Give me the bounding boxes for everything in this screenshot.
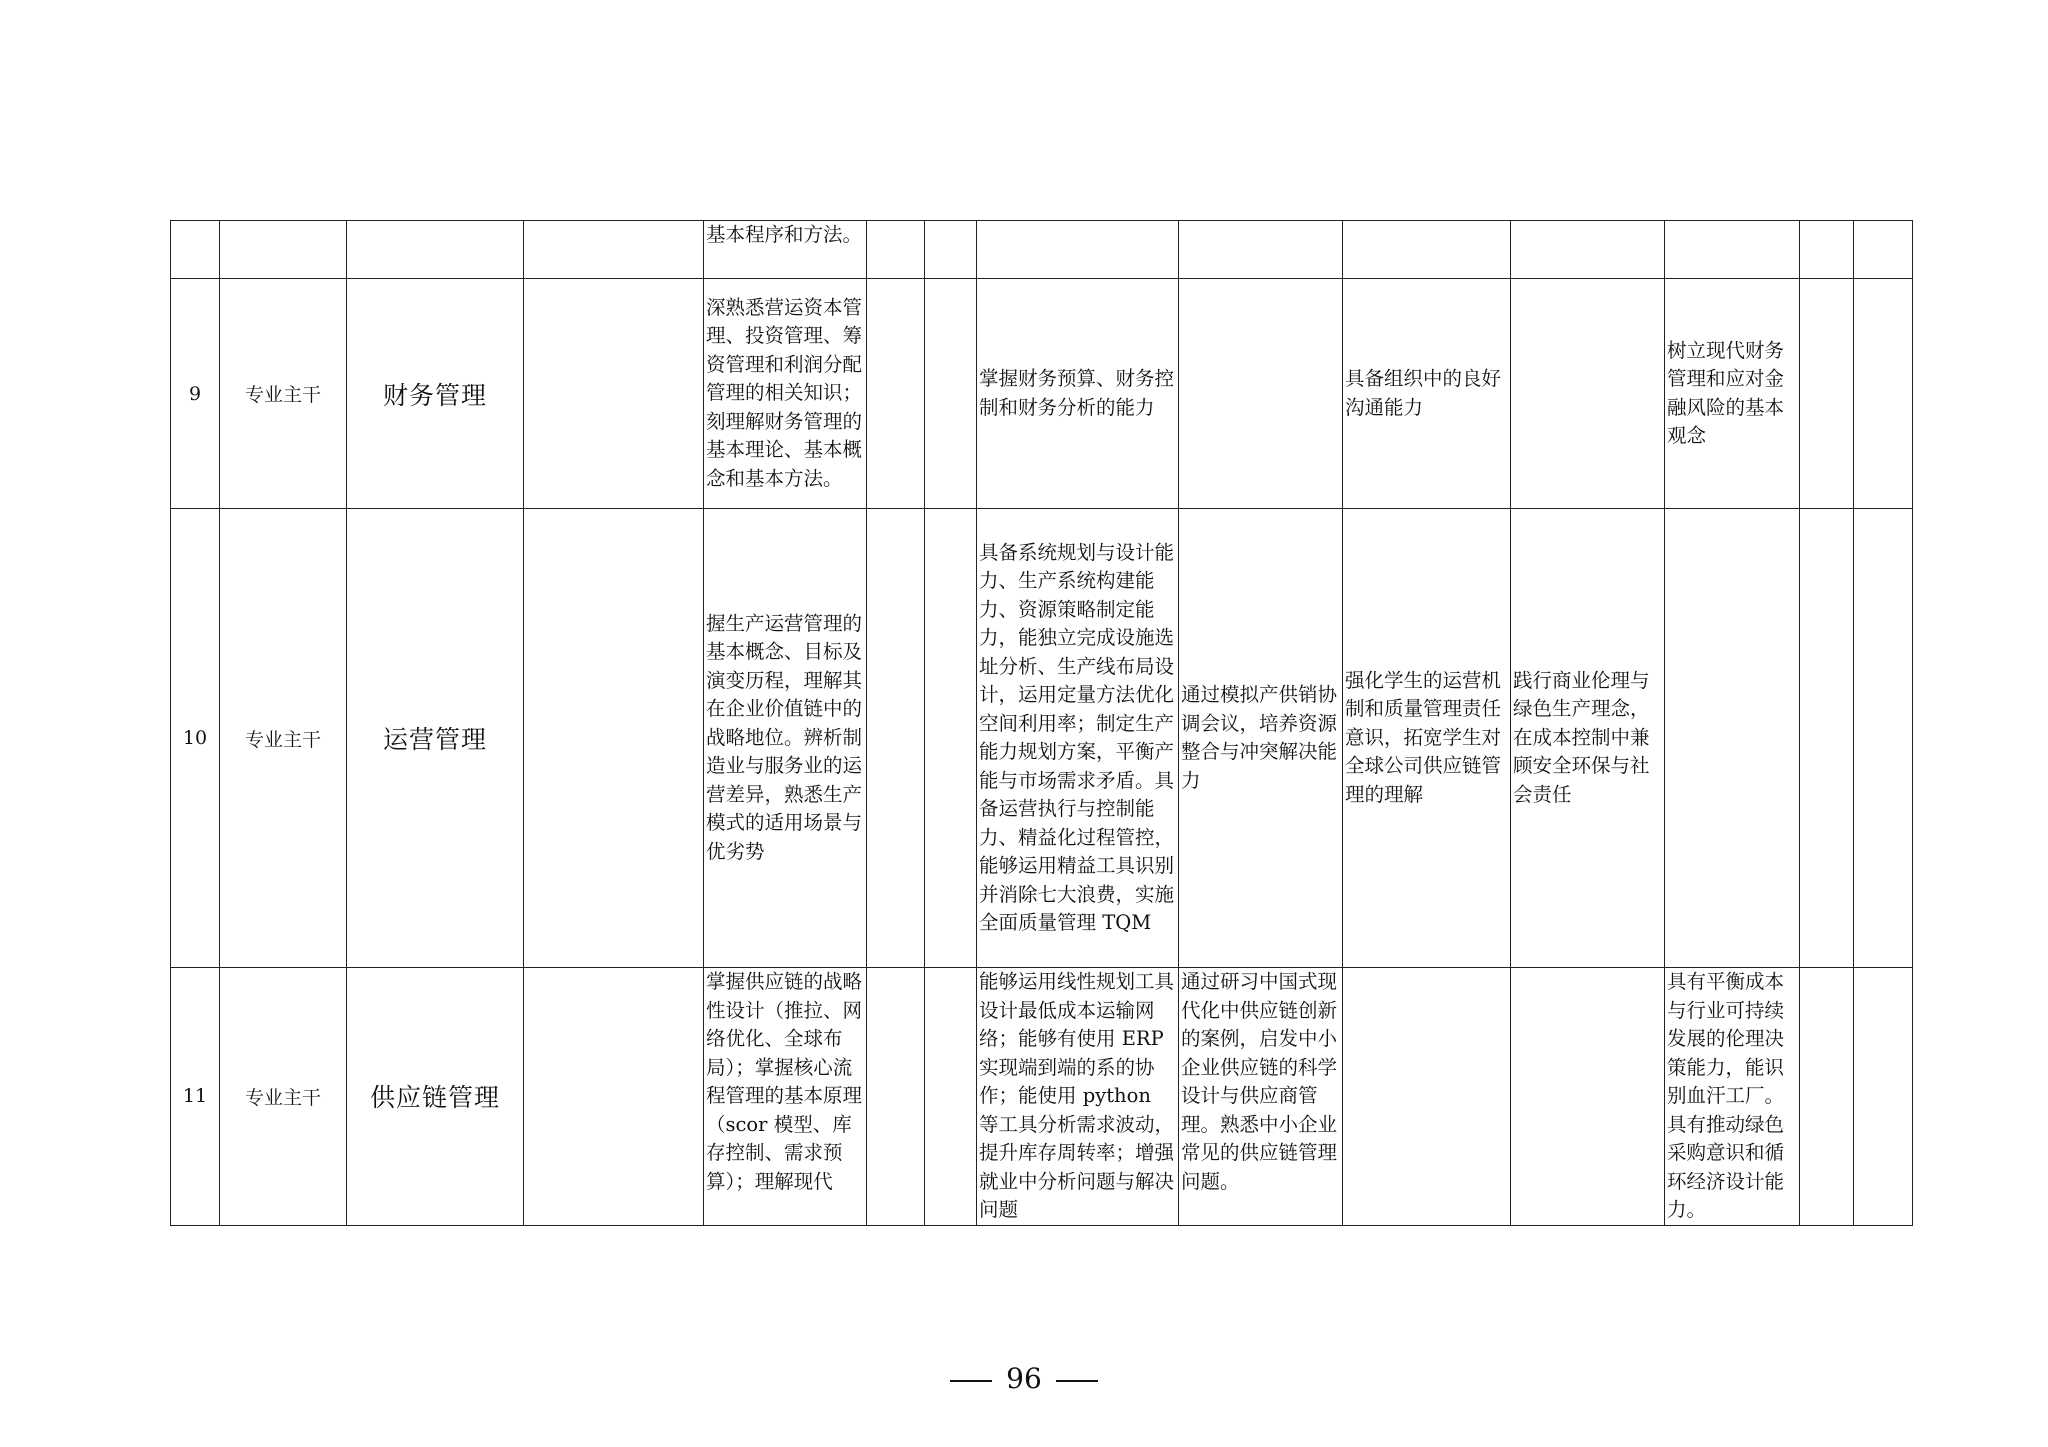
quality-text-d: 树立现代财务管理和应对金融风险的基本观念: [1667, 338, 1785, 447]
row-number: 10: [171, 509, 220, 968]
cell-empty: [524, 509, 704, 968]
ability-cell: [977, 968, 1179, 1226]
page-footer: [0, 1362, 2048, 1396]
cell-empty: [977, 221, 1179, 279]
course-name: 财务管理: [347, 279, 524, 509]
quality-cell-c: [1511, 968, 1665, 1226]
knowledge-cell: [704, 509, 867, 968]
knowledge-cell: [704, 279, 867, 509]
dash-left: [950, 1380, 992, 1382]
cell-empty: [867, 509, 925, 968]
ability-cell: [977, 509, 1179, 968]
quality-cell-a: [1179, 279, 1343, 509]
row-number: 11: [171, 968, 220, 1226]
ability-cell: [977, 279, 1179, 509]
knowledge-text: 深熟悉营运资本管理、投资管理、筹资管理和利润分配管理的相关知识；刻理解财务管理的基本理论、基本概念和基本方法。: [706, 295, 863, 490]
curriculum-table: [170, 220, 1913, 1226]
cell-empty: [925, 279, 977, 509]
cell-empty: [1854, 968, 1913, 1226]
knowledge-cell: [704, 221, 867, 279]
quality-text-b: 强化学生的运营机制和质量管理责任意识，拓宽学生对全球公司供应链管理的理解: [1345, 668, 1502, 806]
cell-empty: [524, 279, 704, 509]
page-number: 96: [1006, 1362, 1042, 1395]
cell-empty: [925, 968, 977, 1226]
quality-cell-c: [1511, 279, 1665, 509]
cell-empty: [1854, 279, 1913, 509]
table-row-10: [171, 509, 1913, 968]
cell-empty: [347, 221, 524, 279]
knowledge-text: 握生产运营管理的基本概念、目标及演变历程，理解其在企业价值链中的战略地位。辨析制造业与服务业的运营差异，熟悉生产模式的适用场景与优劣势: [706, 611, 863, 863]
course-name: 运营管理: [347, 509, 524, 968]
dash-right: [1056, 1380, 1098, 1382]
cell-empty: [1800, 279, 1854, 509]
cell-empty: [867, 221, 925, 279]
quality-cell-a: [1179, 509, 1343, 968]
quality-cell-b: [1343, 509, 1511, 968]
knowledge-cell: [704, 968, 867, 1226]
row-number: 9: [171, 279, 220, 509]
cell-empty: [1854, 509, 1913, 968]
ability-text: 具备系统规划与设计能力、生产系统构建能力、资源策略制定能力，能独立完成设施选址分析、生产线布局设计，运用定量方法优化空间利用率；制定生产能力规划方案，平衡产能与市场需求矛盾。具备运营执行与控制能力、精益化过程管控，能够运用精益工具识别并消除七大浪费，实施全面质量管理 TQM: [979, 540, 1175, 934]
cell-empty: [171, 221, 220, 279]
cell-empty: [524, 221, 704, 279]
cell-empty: [1665, 221, 1800, 279]
course-category: 专业主干: [220, 279, 347, 509]
quality-text-b: 具备组织中的良好沟通能力: [1345, 367, 1502, 419]
quality-cell-d: [1665, 279, 1800, 509]
cell-empty: [925, 509, 977, 968]
course-category: 专业主干: [220, 509, 347, 968]
quality-cell-d: [1665, 509, 1800, 968]
quality-text-c: 践行商业伦理与绿色生产理念，在成本控制中兼顾安全环保与社会责任: [1513, 668, 1650, 806]
cell-empty: [867, 968, 925, 1226]
quality-text-a: 通过研习中国式现代化中供应链创新的案例，启发中小企业供应链的科学设计与供应商管理。熟悉中小企业常见的供应链管理问题。: [1181, 970, 1338, 1193]
quality-cell-b: [1343, 279, 1511, 509]
cell-empty: [1854, 221, 1913, 279]
cell-empty: [1179, 221, 1343, 279]
cell-empty: [1343, 221, 1511, 279]
table-row-continuation: [171, 221, 1913, 279]
cell-empty: [220, 221, 347, 279]
course-category: 专业主干: [220, 968, 347, 1226]
cell-empty: [1800, 968, 1854, 1226]
cell-empty: [1511, 221, 1665, 279]
cell-empty: [925, 221, 977, 279]
quality-text-a: 通过模拟产供销协调会议，培养资源整合与冲突解决能力: [1181, 683, 1338, 792]
cell-empty: [867, 279, 925, 509]
knowledge-text: 掌握供应链的战略性设计（推拉、网络优化、全球布局）；掌握核心流程管理的基本原理（scor 模型、库存控制、需求预算）；理解现代: [706, 970, 863, 1193]
cell-empty: [1800, 509, 1854, 968]
cell-empty: [1800, 221, 1854, 279]
table-row-9: [171, 279, 1913, 509]
cell-empty: [524, 968, 704, 1226]
quality-text-d: 具有平衡成本与行业可持续发展的伦理决策能力，能识别血汗工厂。具有推动绿色采购意识和循环经济设计能力。: [1667, 970, 1785, 1221]
ability-text: 掌握财务预算、财务控制和财务分析的能力: [979, 367, 1175, 419]
course-name: 供应链管理: [347, 968, 524, 1226]
table-row-11: [171, 968, 1913, 1226]
quality-cell-d: [1665, 968, 1800, 1226]
knowledge-text: 基本程序和方法。: [706, 223, 863, 246]
ability-text: 能够运用线性规划工具设计最低成本运输网络；能够有使用 ERP 实现端到端的系的协作；能使用 python 等工具分析需求波动，提升库存周转率；增强就业中分析问题与解决问题: [979, 970, 1175, 1221]
quality-cell-b: [1343, 968, 1511, 1226]
quality-cell-c: [1511, 509, 1665, 968]
quality-cell-a: [1179, 968, 1343, 1226]
